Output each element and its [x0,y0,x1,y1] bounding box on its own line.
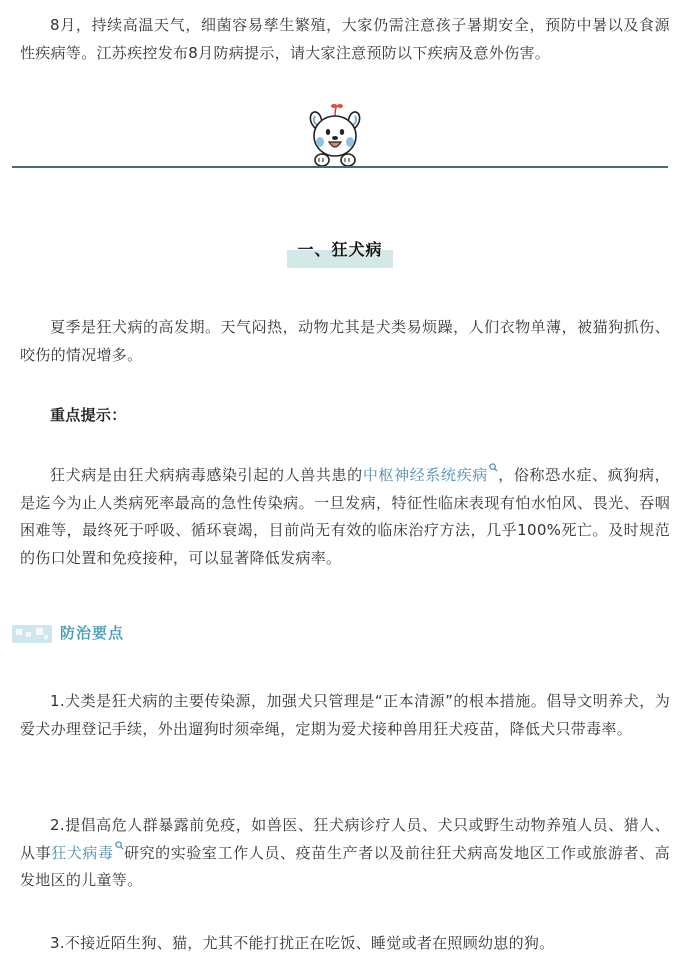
prevention-heading [12,619,212,649]
key-points-paragraph [20,462,670,572]
key-text-after: ，俗称恐水症、疯狗病，是迄今为止人类病死率最高的急性传染病。一旦发病，特征性临床表现有怕水怕风、畏光、吞咽困难等，最终死于呼吸、循环衰竭，目前尚无有效的临床治疗方法，几乎100%死亡。及时规范的伤口处置和免疫接种，可以显著降低发病率。 [20,466,670,567]
point-1-paragraph: 1.犬类是狂犬病的主要传染源，加强犬只管理是“正本清源”的根本措施。倡导文明养犬，为爱犬办理登记手续，外出遛狗时须牵绳，定期为爱犬接种兽用狂犬疫苗，降低犬只带毒率。 [20,692,670,738]
point2-text-after: 研究的实验室工作人员、疫苗生产者以及前往狂犬病高发地区工作或旅游者、高发地区的儿童等。 [20,843,670,889]
summary-paragraph: 夏季是狂犬病的高发期。天气闷热，动物尤其是犬类易烦躁，人们衣物单薄，被猫狗抓伤、咬伤的情况增多。 [20,318,670,364]
prevention-title: 防治要点 [60,624,125,642]
section-title: 一、狂犬病 [297,240,383,259]
point-2-paragraph [20,812,670,895]
key-points-label: 重点提示： [50,406,127,424]
intro-paragraph: 8月，持续高温天气，细菌容易孳生繁殖，大家仍需注意孩子暑期安全，预防中暑以及食源性疾病等。江苏疾控发布8月防病提示，请大家注意预防以下疾病及意外伤害。 [20,16,670,62]
point2-text-before: 2.提倡高危人群暴露前免疫，如兽医、狂犬病诊疗人员、犬只或野生动物养殖人员、猎人、从事 [20,816,670,862]
cns-disease-link[interactable]: 中枢神经系统疾病 [362,466,488,484]
dog-mascot-icon [305,102,365,172]
decorative-badge-icon [12,623,52,645]
point-3-paragraph: 3.不接近陌生狗、猫，尤其不能打扰正在吃饭、睡觉或者在照顾幼崽的狗。 [50,934,555,952]
search-icon[interactable] [489,463,498,472]
section-divider [12,166,668,168]
section-heading-rabies [287,238,393,268]
search-icon[interactable] [115,841,124,850]
key-text-before: 狂犬病是由狂犬病病毒感染引起的人兽共患的 [50,466,363,484]
rabies-virus-link[interactable]: 狂犬病毒 [51,843,114,862]
